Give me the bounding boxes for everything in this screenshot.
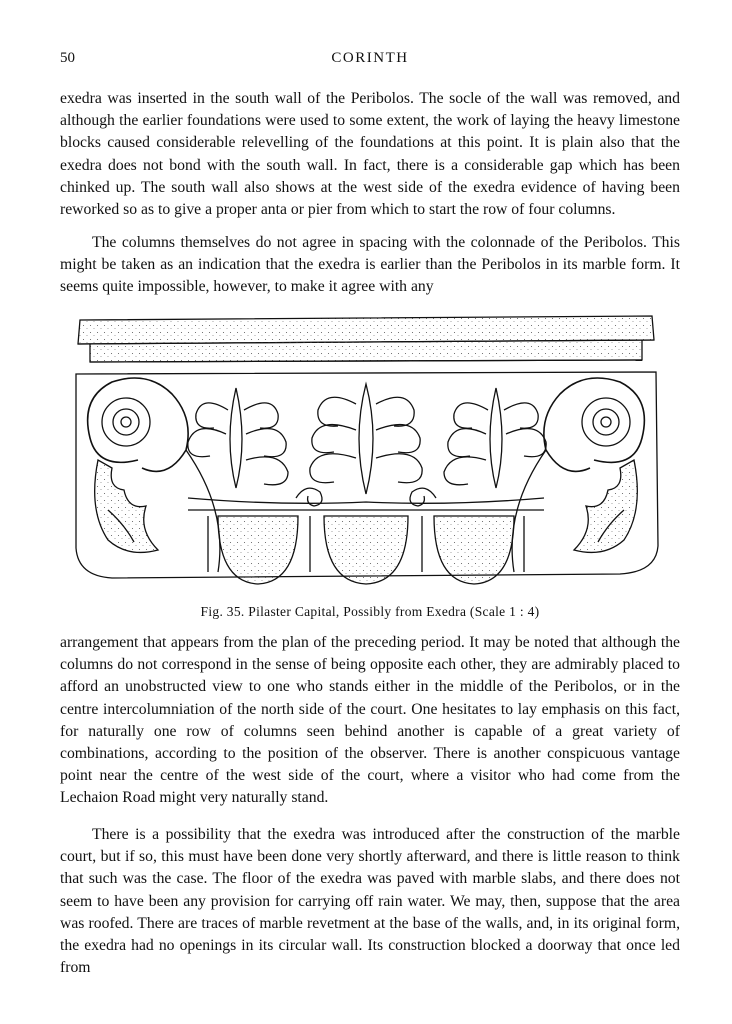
paragraph-1: exedra was inserted in the south wall of the Peribolos. The socle of the wall was removed, and although the earlier foundations were used to some extent, the work of laying the heavy limestone blocks caused considerable relevelling of the foundations at this point. It is plain also that the exedra does not bond with the south wall. In fact, there is a considerable gap which has been chinked up. The south wall also shows at the west side of the exedra evidence of having been reworked so as to give a proper anta or pier from which to start the row of four columns.: [60, 90, 680, 219]
pilaster-capital-drawing: [68, 310, 664, 600]
paragraph-3: arrangement that appears from the plan of the preceding period. It may be noted that although the columns do not correspond in the sense of being opposite each other, they are admirably placed to afford an unobstructed view to one who stands either in the middle of the Peribolos, or in the centre intercolumniation of the north side of the court. One hesitates to lay emphasis on this fact, for naturally one row of columns seen behind another is capable of a great variety of combinations, according to the position of the observer. There is another conspicuous vantage point near the centre of the west side of the court, where a visitor who had come from the Lechaion Road might very naturally stand.: [60, 634, 680, 807]
paragraph-4: There is a possibility that the exedra was introduced after the construction of the marble court, but if so, this must have been done very shortly afterward, and there is little reason to think that such was the case. The floor of the exedra was paved with marble slabs, and there does not seem to have been any provision for carrying off rain water. We may, then, suppose that the area was roofed. There are traces of marble revetment at the base of the walls, and, in its original form, the exedra had no openings in its circular wall. Its construction blocked a doorway that once led from: [60, 826, 680, 977]
running-header: [60, 50, 680, 72]
paragraph-2: The columns themselves do not agree in spacing with the colonnade of the Peribolos. This might be taken as an indication that the exedra is earlier than the Peribolos in its marble form. It seems quite impossible, however, to make it agree with any: [60, 234, 680, 296]
running-title: CORINTH: [331, 50, 409, 66]
page-number: 50: [60, 50, 75, 66]
figure-caption: Fig. 35. Pilaster Capital, Possibly from Exedra (Scale 1 : 4): [200, 604, 540, 619]
